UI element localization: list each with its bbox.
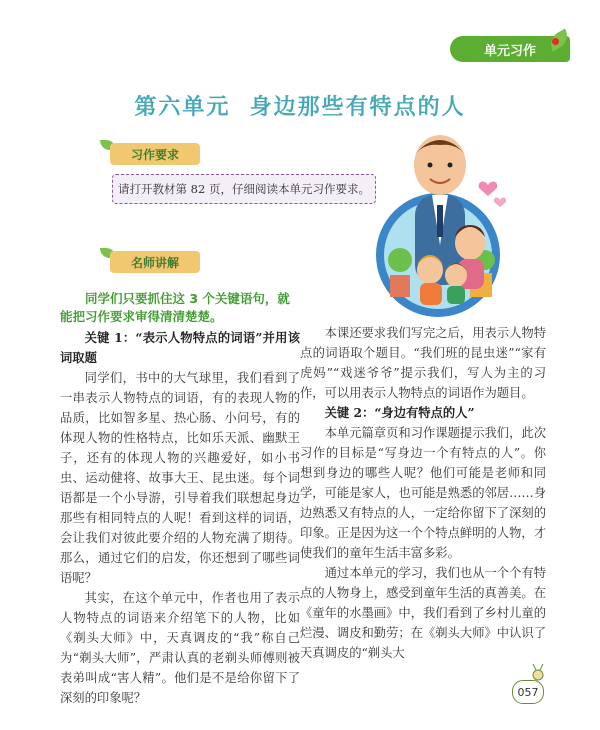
paragraph: 其实，在这个单元中，作者也用了表示人物特点的词语来介绍笔下的人物，比如《剃头大师》中，天真调皮的“我”称自己为“剃头大师”，严肃认真的老剃头师傅则被表弟叫成“害人精”。他们是不是给你留下了深刻的印象呢？ — [60, 591, 300, 705]
ladybug-icon — [552, 38, 559, 45]
key-2-heading: 关键 2：“身边有特点的人” — [324, 405, 475, 420]
left-column — [60, 328, 300, 708]
paragraph: 本课还要求我们写完之后，用表示人物特点的词语取个题目。“我们班的昆虫迷”“家有虎妈”“戏迷爷爷”提示我们，写人为主的习作，可以用表示人物特点的词语作为题目。 — [300, 326, 546, 400]
paragraph: 通过本单元的学习，我们也从一个个有特点的人物身上，感受到童年生活的真善美。在《童年的水墨画》中，我们看到了乡村儿童的烂漫、调皮和勤劳；在《剃头大师》中认识了天真调皮的“剃头大 — [300, 566, 546, 660]
paragraph: 同学们，书中的大气球里，我们看到了一串表示人物特点的词语，有的表现人物的品质，比如智多星、热心肠、小问号，有的体现人物的性格特点，比如乐天派、幽默王子，还有的体现人物的兴趣爱好，如小书虫、运动健将、故事大王、昆虫迷。每个词语都是一个小导游，引导着我们联想起身边那些有相同特点的人呢！看到这样的词语，会让我们对彼此要介绍的人物充满了期待。那么，通过它们的启发，你还想到了哪些词语呢？ — [60, 371, 300, 585]
paragraph: 本单元篇章页和习作课题提示我们，此次习作的目标是“写身边一个有特点的人”。你想到身边的哪些人呢？他们可能是老师和同学，可能是家人，也可能是熟悉的邻居……身边熟悉又有特点的人，一定给你留下了深刻的印象。正是因为这一个个特点鲜明的人物，才使我们的童年生活丰富多彩。 — [300, 426, 546, 560]
page-number: 057 — [512, 680, 544, 704]
header-tab: 单元习作 — [450, 36, 570, 62]
family-illustration — [360, 125, 520, 325]
right-column — [300, 323, 546, 663]
guide-intro: 同学们只要抓住这 3 个关键语句，就能把习作要求审得清清楚楚。 — [60, 291, 290, 324]
guide-tab: 名师讲解 — [110, 251, 200, 273]
key-1-heading: 关键 1：“表示人物特点的词语”并用该词取题 — [60, 330, 300, 365]
requirement-box — [112, 174, 376, 204]
requirement-text: 请打开教材第 82 页，仔细阅读本单元习作要求。 — [118, 182, 370, 196]
page-title: 第六单元 身边那些有特点的人 — [134, 95, 466, 120]
requirement-tab: 习作要求 — [110, 143, 200, 165]
